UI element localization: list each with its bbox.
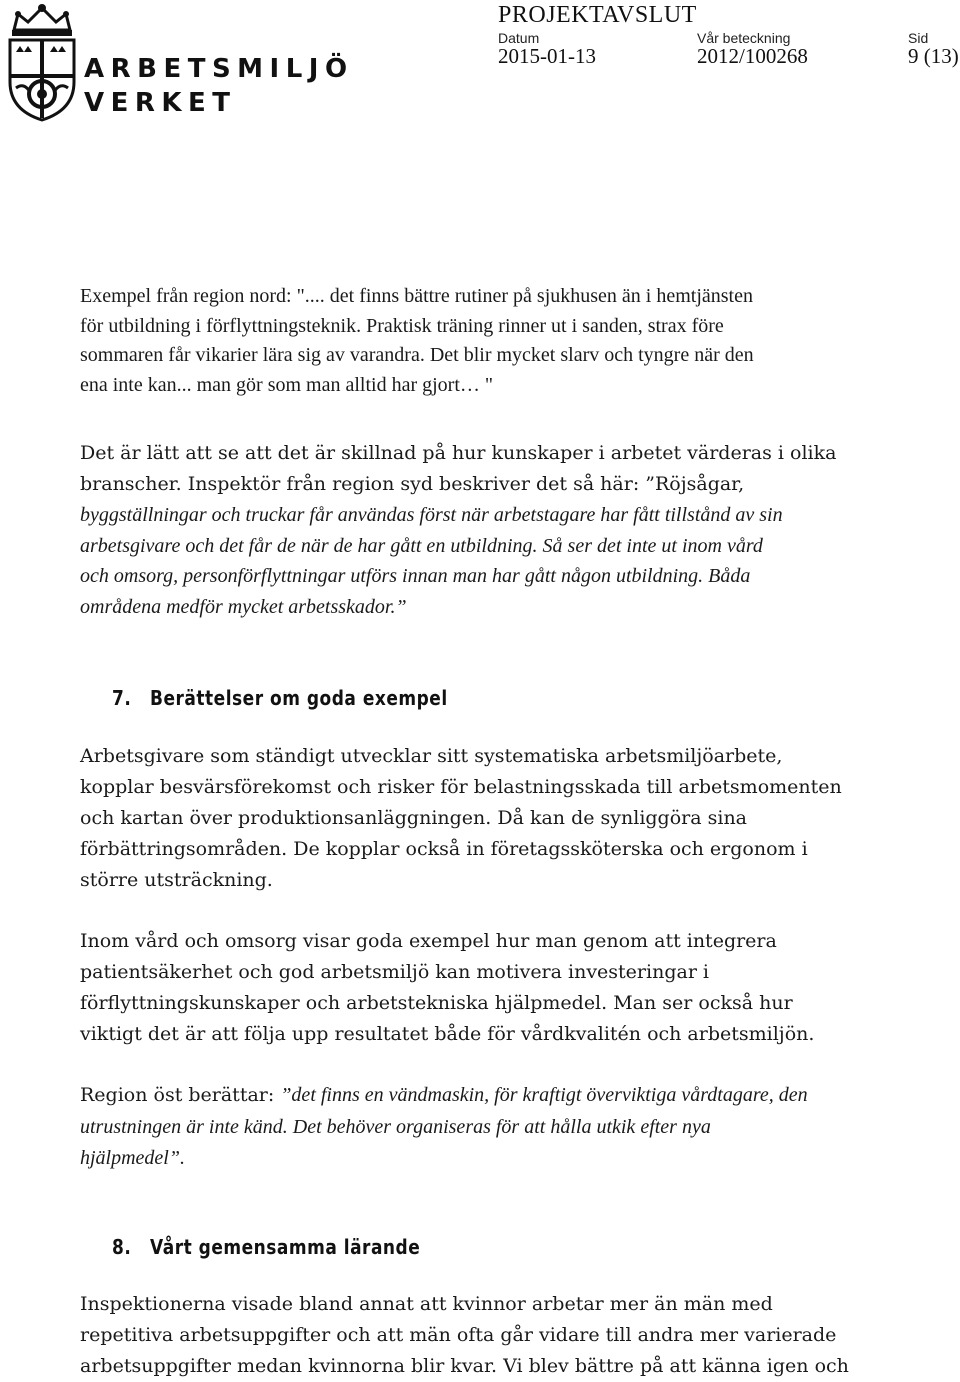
- section-8-title: Vårt gemensamma lärande: [150, 1235, 421, 1259]
- date-label: Datum: [498, 30, 540, 46]
- agency-name: [84, 52, 354, 120]
- quote-north-line: Exempel från region nord: ".... det finns bättre rutiner på sjukhusen än i hemtjänsten: [80, 285, 753, 307]
- page-label: Sid: [908, 30, 929, 46]
- quote-north: [80, 282, 880, 400]
- paragraph-line: förbättringsområden. De kopplar också in företagssköterska och ergonom i: [80, 838, 808, 860]
- quote-north-line: sommaren får vikarier lära sig av varandra. Det blir mycket slarv och tyngre när den: [80, 344, 754, 366]
- section-7-number: 7.: [112, 686, 132, 710]
- section-8-number: 8.: [112, 1235, 132, 1259]
- paragraph-italic-line: byggställningar och truckar får användas först när arbetstagare har fått tillstånd av sin: [80, 504, 783, 526]
- paragraph-italic-line: och omsorg, personförflyttningar utförs innan man har gått någon utbildning. Båda: [80, 565, 751, 587]
- section-7-paragraph-1: [80, 741, 880, 896]
- paragraph-line: och kartan över produktionsanläggningen. Då kan de synliggöra sina: [80, 807, 748, 829]
- region-east-quote-line: ”det finns en vändmaskin, för kraftigt överviktiga vårdtagare, den: [280, 1084, 808, 1106]
- paragraph-line: viktigt det är att följa upp resultatet både för vårdkvalitén och arbetsmiljön.: [80, 1023, 815, 1045]
- agency-name-line2: VERKET: [84, 88, 237, 118]
- reference-label: Vår beteckning: [697, 30, 791, 46]
- paragraph-industries: [80, 438, 880, 622]
- paragraph-line: branscher. Inspektör från region syd beskriver det så här: ”Röjsågar,: [80, 473, 745, 495]
- paragraph-line: patientsäkerhet och god arbetsmiljö kan motivera investeringar i: [80, 961, 710, 983]
- agency-name-line1: ARBETSMILJÖ: [84, 54, 354, 84]
- region-east-quote-line: utrustningen är inte känd. Det behöver organiseras för att hålla utkik efter nya: [80, 1116, 711, 1138]
- reference-value: 2012/100268: [697, 44, 808, 68]
- section-8-paragraph-1: [80, 1289, 880, 1382]
- paragraph-italic-line: arbetsgivare och det får de när de har gått en utbildning. Så ser det inte ut inom vård: [80, 534, 763, 557]
- paragraph-line: Det är lätt att se att det är skillnad på hur kunskaper i arbetet värderas i olika: [80, 442, 837, 464]
- paragraph-line: kopplar besvärsförekomst och risker för belastningsskada till arbetsmomenten: [80, 776, 842, 798]
- section-7-paragraph-2: [80, 926, 880, 1050]
- section-7-paragraph-3: [80, 1080, 880, 1174]
- date-value: 2015-01-13: [498, 44, 596, 68]
- page-number: 9 (13): [908, 44, 959, 68]
- paragraph-line: repetitiva arbetsuppgifter och att män ofta går vidare till andra mer varierade: [80, 1324, 837, 1346]
- quote-north-line: ena inte kan... man gör som man alltid har gjort… ": [80, 373, 494, 396]
- coat-of-arms-icon: [2, 2, 82, 124]
- paragraph-italic-line: områdena medför mycket arbetsskador.”: [80, 595, 407, 618]
- paragraph-line: Inspektionerna visade bland annat att kvinnor arbetar mer än män med: [80, 1293, 773, 1315]
- quote-north-line: för utbildning i förflyttningsteknik. Praktisk träning rinner ut i sanden, strax före: [80, 314, 724, 337]
- paragraph-line: Arbetsgivare som ständigt utvecklar sitt systematiska arbetsmiljöarbete,: [80, 745, 783, 767]
- region-east-quote-line: hjälpmedel”.: [80, 1147, 185, 1169]
- section-7-title: Berättelser om goda exempel: [150, 686, 448, 710]
- paragraph-line: arbetsuppgifter medan kvinnorna blir kvar. Vi blev bättre på att känna igen och: [80, 1355, 849, 1377]
- region-east-prefix: Region öst berättar:: [80, 1084, 281, 1106]
- paragraph-line: större utsträckning.: [80, 869, 273, 891]
- paragraph-line: Inom vård och omsorg visar goda exempel hur man genom att integrera: [80, 930, 777, 952]
- paragraph-line: förflyttningskunskaper och arbetstekniska hjälpmedel. Man ser också hur: [80, 992, 793, 1014]
- document-type: PROJEKTAVSLUT: [498, 2, 697, 28]
